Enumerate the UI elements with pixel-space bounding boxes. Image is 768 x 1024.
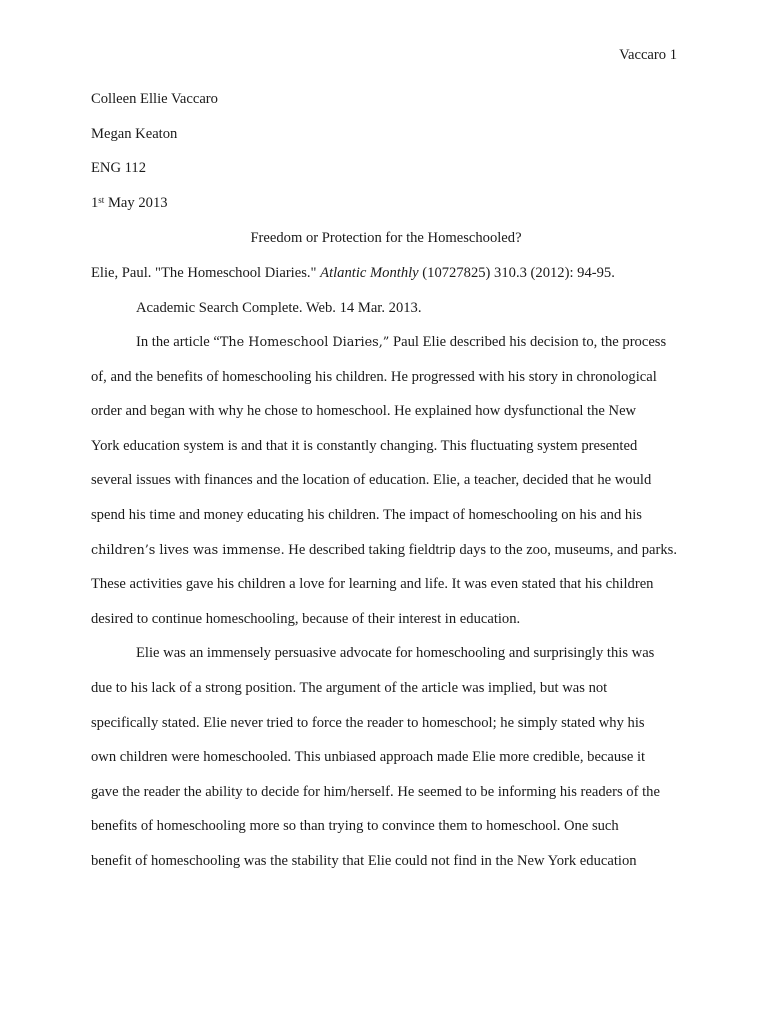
paragraph-1-line: spend his time and money educating his children. The impact of homeschooling on his and his — [91, 506, 642, 523]
student-name: Colleen Ellie Vaccaro — [91, 91, 218, 107]
text-run: Paul Elie described his decision to, the process — [389, 334, 667, 350]
submission-date — [91, 193, 681, 228]
works-cited-entry — [91, 263, 691, 332]
text-run: In the article “ — [136, 334, 220, 350]
paragraph-1-line: several issues with finances and the location of education. Elie, a teacher, decided that he would — [91, 472, 652, 489]
paragraph-2-line: benefits of homeschooling more so than trying to convince them to homeschool. One such — [91, 818, 619, 835]
course-name: ENG 112 — [91, 160, 146, 177]
citation-line-1 — [91, 263, 691, 298]
citation-journal: Atlantic Monthly — [320, 265, 419, 281]
paragraph-1-line — [91, 540, 691, 575]
paragraph-1-line: desired to continue homeschooling, because of their interest in education. — [91, 610, 521, 627]
date-month-year: May 2013 — [104, 194, 168, 211]
running-head: Vaccaro 1 — [619, 47, 677, 63]
essay-body — [91, 332, 691, 886]
paragraph-1-line — [91, 332, 691, 367]
paragraph-2-line: due to his lack of a strong position. The argument of the article was implied, but was not — [91, 679, 608, 696]
date-ordinal-suffix: st — [98, 194, 105, 205]
paragraph-2-line: gave the reader the ability to decide for him/herself. He seemed to be informing his readers of the — [91, 783, 660, 800]
citation-line-2: Academic Search Complete. Web. 14 Mar. 2013. — [136, 299, 422, 316]
paragraph-1-line: These activities gave his children a love for learning and life. It was even stated that his children — [91, 576, 654, 593]
paragraph-2-line: own children were homeschooled. This unbiased approach made Elie more credible, because it — [91, 749, 646, 766]
mla-heading — [91, 89, 681, 227]
citation-author-title: Elie, Paul. "The Homeschool Diaries." — [91, 265, 321, 281]
essay-title: Freedom or Protection for the Homeschooled? — [250, 230, 522, 246]
paragraph-2-line: benefit of homeschooling was the stability that Elie could not find in the New York education — [91, 852, 637, 869]
alt-font-run: children’s lives was immense. — [91, 542, 285, 558]
article-title-run: The Homeschool Diaries,” — [219, 335, 390, 350]
paragraph-1-line: of, and the benefits of homeschooling his children. He progressed with his story in chronological — [91, 368, 657, 385]
date-day: 1 — [91, 194, 99, 211]
paragraph-2-line: Elie was an immensely persuasive advocate for homeschooling and surprisingly this was — [136, 645, 655, 662]
text-run: He described taking fieldtrip days to the zoo, museums, and parks. — [284, 541, 677, 558]
citation-publication-info: (10727825) 310.3 (2012): 94-95. — [418, 265, 615, 281]
paragraph-1-line: order and began with why he chose to homeschool. He explained how dysfunctional the New — [91, 403, 637, 420]
paragraph-1-line: York education system is and that it is constantly changing. This fluctuating system presented — [91, 437, 638, 454]
instructor-name: Megan Keaton — [91, 125, 178, 142]
paragraph-2-line: specifically stated. Elie never tried to force the reader to homeschool; he simply stated why his — [91, 714, 645, 731]
